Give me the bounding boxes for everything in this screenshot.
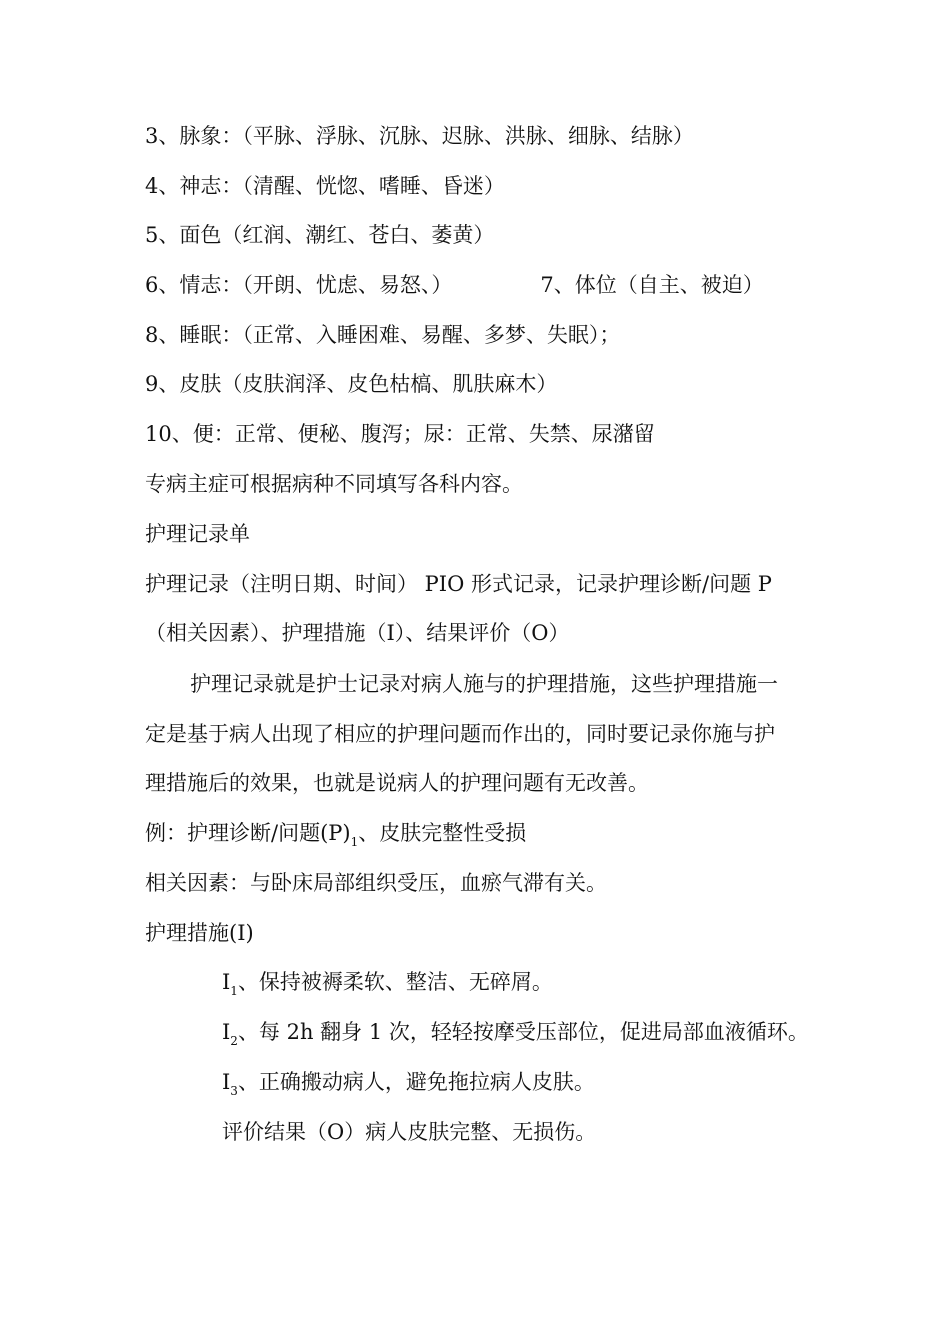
sleep-line: 8、睡眠：（正常、入睡困难、易醒、多梦、失眠）；	[145, 323, 621, 347]
record-format-line-2: （相关因素）、护理措施（I）、结果评价（O）	[145, 621, 570, 645]
intervention-1	[222, 968, 553, 996]
example-diagnosis-subscript: 1	[350, 835, 359, 849]
intervention-3	[222, 1068, 595, 1096]
example-diagnosis-text: 、皮肤完整性受损	[358, 821, 527, 845]
example-diagnosis-prefix: 例：护理诊断/问题(P)	[145, 821, 351, 845]
example-diagnosis	[145, 819, 526, 847]
excretion-line: 10、便：正常、便秘、腹泻；尿：正常、失禁、尿潴留	[145, 422, 655, 446]
interventions-heading: 护理措施(I)	[145, 921, 254, 945]
paragraph-line-3: 理措施后的效果，也就是说病人的护理问题有无改善。	[145, 771, 649, 795]
posture-text: 7、体位（自主、被迫）	[540, 273, 764, 297]
intervention-2-letter: I	[222, 1020, 231, 1044]
pulse-line: 3、脉象：（平脉、浮脉、沉脉、迟脉、洪脉、细脉、结脉）	[145, 124, 694, 148]
record-format-line-1: 护理记录（注明日期、时间） PIO 形式记录，记录护理诊断/问题 P	[145, 572, 772, 596]
intervention-3-subscript: 3	[230, 1084, 238, 1098]
intervention-3-text: 、正确搬动病人，避免拖拉病人皮肤。	[237, 1070, 595, 1094]
intervention-2	[222, 1018, 809, 1046]
specialty-note: 专病主症可根据病种不同填写各科内容。	[145, 472, 523, 496]
evaluation-result: 评价结果（O）病人皮肤完整、无损伤。	[222, 1120, 597, 1144]
skin-line: 9、皮肤（皮肤润泽、皮色枯槁、肌肤麻木）	[145, 372, 558, 396]
intervention-1-letter: I	[222, 970, 231, 994]
intervention-1-text: 、保持被褥柔软、整洁、无碎屑。	[237, 970, 553, 994]
section-heading: 护理记录单	[145, 522, 250, 546]
related-factors: 相关因素：与卧床局部组织受压，血瘀气滞有关。	[145, 871, 607, 895]
emotion-text: 6、情志：（开朗、忧虑、易怒、）	[145, 273, 453, 297]
emotion-posture-line	[145, 271, 764, 299]
paragraph-line-2: 定是基于病人出现了相应的护理问题而作出的，同时要记录你施与护	[145, 722, 775, 746]
intervention-1-subscript: 1	[230, 984, 238, 998]
intervention-3-letter: I	[222, 1070, 231, 1094]
complexion-line: 5、面色（红润、潮红、苍白、萎黄）	[145, 223, 495, 247]
intervention-2-text: 、每 2h 翻身 1 次，轻轻按摩受压部位，促进局部血液循环。	[237, 1020, 809, 1044]
consciousness-line: 4、神志：（清醒、恍惚、嗜睡、昏迷）	[145, 174, 505, 198]
paragraph-line-1: 护理记录就是护士记录对病人施与的护理措施，这些护理措施一	[190, 672, 778, 696]
intervention-2-subscript: 2	[230, 1034, 238, 1048]
